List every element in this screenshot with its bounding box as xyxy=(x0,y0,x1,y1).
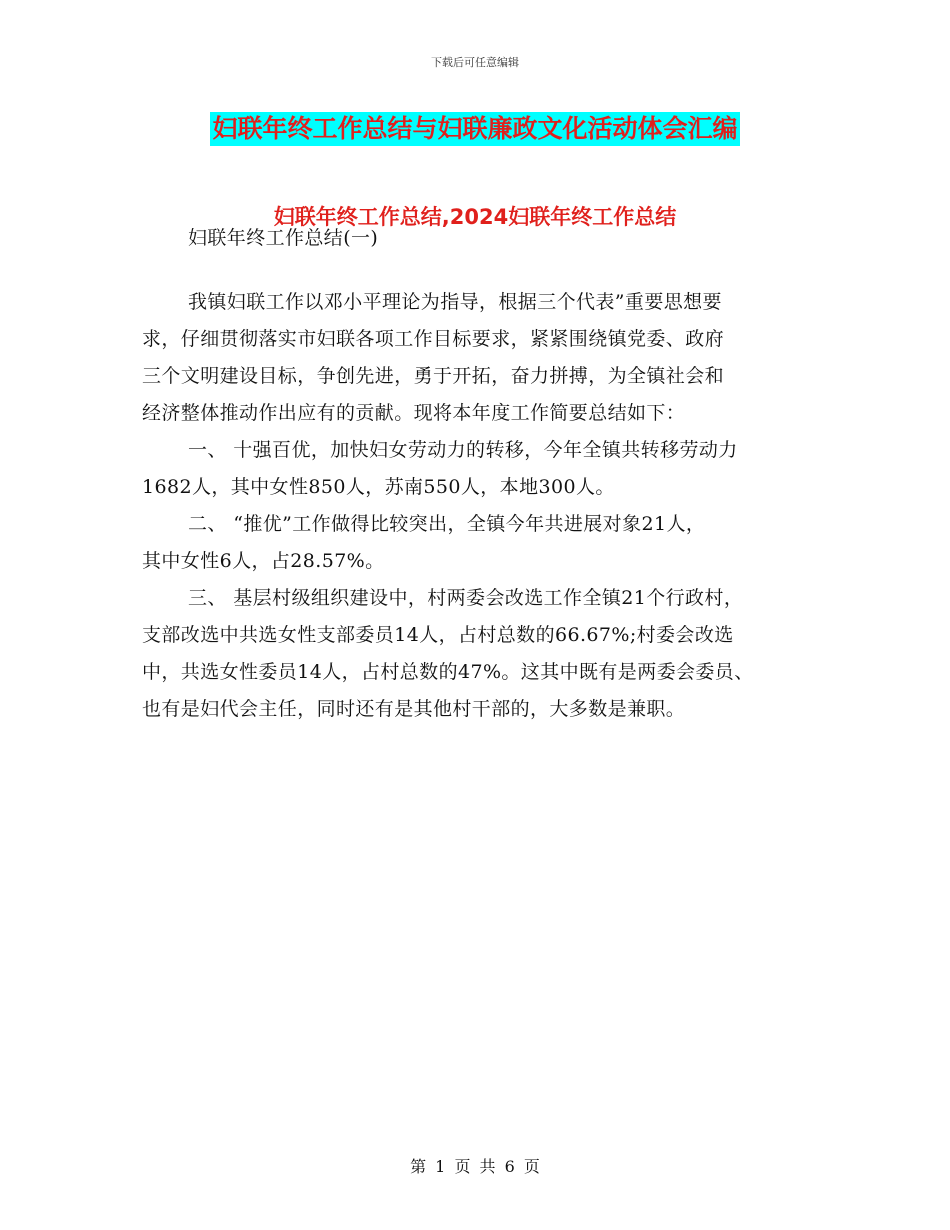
main-title-container xyxy=(0,112,950,146)
paragraph-line: 一、 十强百优，加快妇女劳动力的转移，今年全镇共转移劳动力 xyxy=(188,439,738,461)
paragraph-line: 三个文明建设目标，争创先进，勇于开拓，奋力拼搏，为全镇社会和 xyxy=(142,365,725,387)
paragraph-line: 三、 基层村级组织建设中，村两委会改选工作全镇21个行政村， xyxy=(188,587,744,609)
paragraph-line: 二、 “推优”工作做得比较突出，全镇今年共进展对象21人， xyxy=(188,513,706,535)
main-title: 妇联年终工作总结与妇联廉政文化活动体会汇编 xyxy=(210,112,739,146)
paragraph-line: 经济整体推动作出应有的贡献。现将本年度工作简要总结如下： xyxy=(142,402,686,424)
section-heading: 妇联年终工作总结(一) xyxy=(188,227,379,249)
paragraph-line: 其中女性6人，占28.57%。 xyxy=(142,550,385,572)
sub-title: 妇联年终工作总结,2024妇联年终工作总结 xyxy=(273,205,677,229)
paragraph-line: 也有是妇代会主任，同时还有是其他村干部的，大多数是兼职。 xyxy=(142,698,686,720)
paragraph-line: 求，仔细贯彻落实市妇联各项工作目标要求，紧紧围绕镇党委、政府 xyxy=(142,328,725,350)
paragraph-line: 1682人，其中女性850人，苏南550人，本地300人。 xyxy=(142,476,615,498)
header-note: 下载后可任意编辑 xyxy=(431,56,519,69)
paragraph-line: 中，共选女性委员14人，占村总数的47%。这其中既有是两委会委员、 xyxy=(142,661,754,683)
page-number-footer: 第 1 页 共 6 页 xyxy=(410,1157,540,1176)
paragraph-line: 支部改选中共选女性支部委员14人，占村总数的66.67%;村委会改选 xyxy=(142,624,734,646)
paragraph-line: 我镇妇联工作以邓小平理论为指导，根据三个代表”重要思想要 xyxy=(188,291,722,313)
